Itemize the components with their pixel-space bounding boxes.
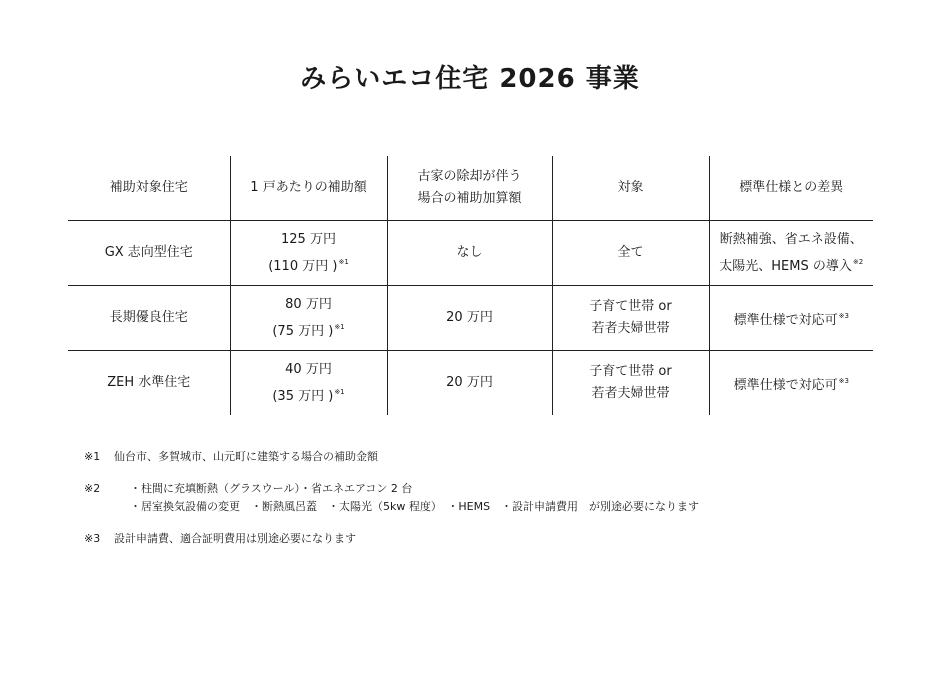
page-title: みらいエコ住宅 2026 事業 [300, 64, 640, 94]
header-label-line1: 古家の除却が伴う [417, 169, 522, 184]
cell-difference [709, 351, 873, 416]
cell-amount [230, 221, 387, 286]
header-housing-type [68, 156, 230, 221]
subsidy-table [68, 156, 873, 415]
target-line2: 若者夫婦世帯 [591, 321, 670, 336]
cell-target [552, 286, 709, 351]
header-difference [709, 156, 873, 221]
target-line1: 全て [617, 245, 644, 260]
cell-target [552, 221, 709, 286]
amount-main: 40 万円 [285, 361, 332, 377]
amount-main: 125 万円 [281, 231, 336, 247]
header-label-line2: 場合の補助加算額 [417, 191, 522, 206]
footnotes [84, 448, 699, 562]
cell-difference [709, 221, 873, 286]
footnote-text: ・柱間に充填断熱（グラスウール）・省エネエアコン 2 台 [130, 482, 413, 495]
header-label: 対象 [617, 180, 644, 195]
cell-addition: なし [387, 221, 552, 286]
footnote-mark: ※2 [852, 257, 864, 266]
header-label: 1 戸あたりの補助額 [250, 180, 367, 195]
target-line1: 子育て世帯 or [589, 364, 672, 379]
cell-amount [230, 286, 387, 351]
cell-housing-type: ZEH 水準住宅 [107, 375, 191, 390]
cell-target [552, 351, 709, 416]
header-demolition-addition [387, 156, 552, 221]
footnote-mark: ※3 [838, 376, 849, 385]
footnote-mark: ※3 [838, 311, 849, 320]
cell-housing-type: 長期優良住宅 [109, 310, 188, 325]
difference-line2: 太陽光、HEMS の導入 [719, 258, 852, 274]
amount-sub: (35 万円 ) [272, 388, 334, 404]
header-target [552, 156, 709, 221]
table-row [68, 351, 873, 416]
footnote-3 [84, 530, 699, 548]
footnote-mark: ※2 [84, 482, 101, 495]
header-label: 標準仕様との差異 [739, 180, 844, 195]
amount-main: 80 万円 [285, 296, 332, 312]
footnote-mark: ※1 [334, 387, 345, 396]
header-amount [230, 156, 387, 221]
table-row [68, 221, 873, 286]
cell-housing-type: GX 志向型住宅 [104, 245, 193, 260]
footnote-text: 仙台市、多賀城市、山元町に建築する場合の補助金額 [114, 450, 378, 463]
footnote-mark: ※3 [84, 532, 101, 545]
difference-line1: 標準仕様で対応可 [733, 312, 838, 328]
footnote-mark: ※1 [334, 322, 345, 331]
difference-line1: 標準仕様で対応可 [733, 377, 838, 393]
footnote-text: 設計申請費、適合証明費用は別途必要になります [114, 532, 356, 545]
footnote-mark: ※1 [338, 257, 349, 266]
amount-sub: (110 万円 ) [268, 258, 338, 274]
table-row [68, 286, 873, 351]
cell-difference [709, 286, 873, 351]
header-label: 補助対象住宅 [109, 180, 188, 195]
footnote-2 [84, 480, 699, 516]
target-line1: 子育て世帯 or [589, 299, 672, 314]
footnote-mark: ※1 [84, 450, 101, 463]
table-header-row [68, 156, 873, 221]
footnote-text-line2: ・居室換気設備の変更 ・断熱風呂蓋 ・太陽光（5kw 程度） ・HEMS ・設計申請費用 が別途必要になります [130, 500, 700, 513]
target-line2: 若者夫婦世帯 [591, 386, 670, 401]
cell-amount [230, 351, 387, 416]
amount-sub: (75 万円 ) [272, 323, 334, 339]
difference-line1: 断熱補強、省エネ設備、 [719, 231, 863, 247]
footnote-1 [84, 448, 699, 466]
cell-addition: 20 万円 [387, 286, 552, 351]
cell-addition: 20 万円 [387, 351, 552, 416]
